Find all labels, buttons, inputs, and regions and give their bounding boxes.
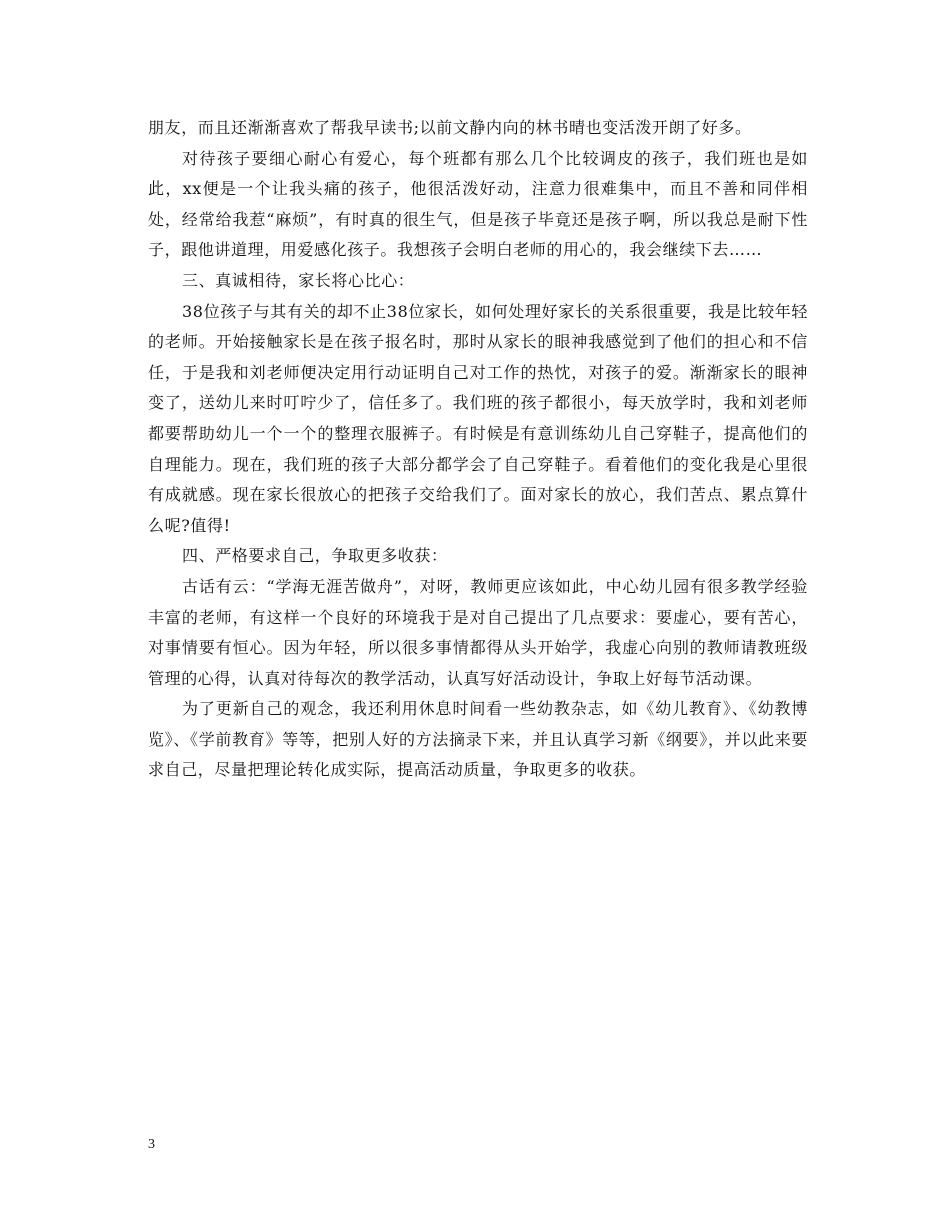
paragraph: 38位孩子与其有关的却不止38位家长，如何处理好家长的关系很重要，我是比较年轻的老师。开始接触家长是在孩子报名时，那时从家长的眼神我感觉到了他们的担心和不信任，于是我和刘老师便决定用行动证明自己对工作的热忱，对孩子的爱。渐渐家长的眼神变了，送幼儿来时叮咛少了，信任多了。我们班的孩子都很小，每天放学时，我和刘老师都要帮助幼儿一个一个的整理衣服裤子。有时候是有意训练幼儿自己穿鞋子，提高他们的自理能力。现在，我们班的孩子大部分都学会了自己穿鞋子。看着他们的变化我是心里很有成就感。现在家长很放心的把孩子交给我们了。面对家长的放心，我们苦点、累点算什么呢?值得!	[148, 301, 808, 535]
paragraph: 为了更新自己的观念，我还利用休息时间看一些幼教杂志，如《幼儿教育》、《幼教博览》、《学前教育》等等，把别人好的方法摘录下来，并且认真学习新《纲要》，并以此来要求自己，尽量把理论转化成实际，提高活动质量，争取更多的收获。	[148, 699, 808, 780]
document-body	[148, 113, 808, 786]
paragraph: 古话有云：“学海无涯苦做舟”，对呀，教师更应该如此，中心幼儿园有很多教学经验丰富的老师，有这样一个良好的环境我于是对自己提出了几点要求：要虚心，要有苦心，对事情要有恒心。因为年轻，所以很多事情都得从头开始学，我虚心向别的教师请教班级管理的心得，认真对待每次的教学活动，认真写好活动设计，争取上好每节活动课。	[148, 576, 808, 688]
section-heading: 三、真诚相待，家长将心比心：	[182, 270, 415, 290]
page-number: 3	[148, 1137, 155, 1152]
paragraph: 朋友，而且还渐渐喜欢了帮我早读书;以前文静内向的林书晴也变活泼开朗了好多。	[148, 118, 752, 137]
paragraph: 对待孩子要细心耐心有爱心，每个班都有那么几个比较调皮的孩子，我们班也是如此，xx便是一个让我头痛的孩子，他很活泼好动，注意力很难集中，而且不善和同伴相处，经常给我惹“麻烦”，有时真的很生气，但是孩子毕竟还是孩子啊，所以我总是耐下性子，跟他讲道理，用爱感化孩子。我想孩子会明白老师的用心的，我会继续下去……	[148, 148, 808, 260]
section-heading: 四、严格要求自己，争取更多收获：	[182, 546, 448, 566]
